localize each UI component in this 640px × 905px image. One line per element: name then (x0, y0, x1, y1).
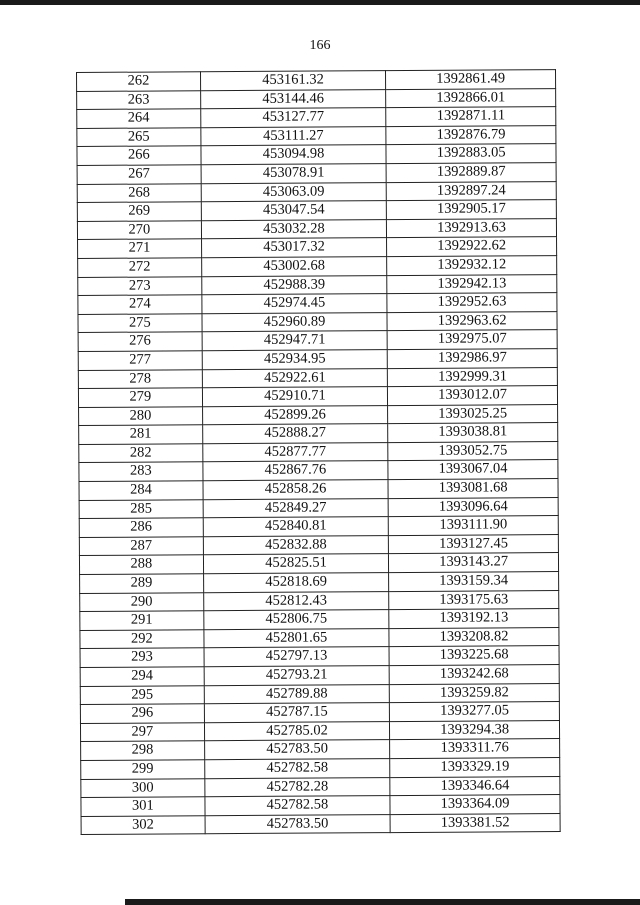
table-row (80, 702, 559, 724)
x-coordinate-cell: 452818.69 (203, 573, 389, 593)
point-number-cell: 291 (80, 611, 204, 630)
table-row (79, 479, 558, 501)
table-row (79, 460, 558, 482)
x-coordinate-cell: 452988.39 (202, 275, 388, 295)
point-number-cell: 293 (80, 648, 204, 667)
point-number-cell: 276 (78, 332, 202, 351)
table-row (81, 739, 560, 761)
y-coordinate-cell: 1393143.27 (389, 553, 559, 573)
y-coordinate-cell: 1393381.52 (390, 813, 560, 833)
table-row (80, 590, 559, 612)
table-row (80, 572, 559, 594)
y-coordinate-cell: 1392963.62 (387, 311, 557, 331)
x-coordinate-cell: 452947.71 (202, 331, 388, 351)
point-number-cell: 290 (80, 592, 204, 611)
point-number-cell: 294 (80, 667, 204, 686)
table-row (77, 163, 556, 185)
point-number-cell: 275 (78, 313, 202, 332)
point-number-cell: 272 (78, 258, 202, 277)
point-number-cell: 265 (77, 128, 201, 147)
y-coordinate-cell: 1393259.82 (389, 683, 559, 703)
y-coordinate-cell: 1393127.45 (389, 534, 559, 554)
y-coordinate-cell: 1392952.63 (387, 293, 557, 313)
x-coordinate-cell: 452787.15 (204, 703, 390, 723)
y-coordinate-cell: 1392986.97 (387, 348, 557, 368)
table-row (79, 553, 558, 575)
point-number-cell: 302 (81, 815, 205, 834)
x-coordinate-cell: 453094.98 (201, 145, 387, 165)
y-coordinate-cell: 1393225.68 (389, 646, 559, 666)
x-coordinate-cell: 452782.28 (205, 777, 391, 797)
y-coordinate-cell: 1392861.49 (386, 70, 556, 90)
table-row (77, 107, 556, 129)
x-coordinate-cell: 452793.21 (204, 666, 390, 686)
point-number-cell: 281 (79, 425, 203, 444)
x-coordinate-cell: 453002.68 (201, 257, 387, 277)
table-row (80, 683, 559, 705)
y-coordinate-cell: 1392883.05 (386, 144, 556, 164)
x-coordinate-cell: 452812.43 (203, 591, 389, 611)
table-row (77, 144, 556, 166)
x-coordinate-cell: 452960.89 (202, 312, 388, 332)
x-coordinate-cell: 453161.32 (200, 71, 386, 91)
x-coordinate-cell: 452910.71 (202, 387, 388, 407)
y-coordinate-cell: 1393096.64 (388, 497, 558, 517)
y-coordinate-cell: 1393081.68 (388, 479, 558, 499)
x-coordinate-cell: 452785.02 (204, 721, 390, 741)
point-number-cell: 298 (81, 741, 205, 760)
table-row (77, 200, 556, 222)
point-number-cell: 300 (81, 778, 205, 797)
table-row (79, 516, 558, 538)
point-number-cell: 280 (79, 406, 203, 425)
table-row (78, 386, 557, 408)
table-row (79, 423, 558, 445)
y-coordinate-cell: 1392999.31 (388, 367, 558, 387)
y-coordinate-cell: 1392913.63 (387, 218, 557, 238)
point-number-cell: 288 (79, 555, 203, 574)
y-coordinate-cell: 1392905.17 (387, 200, 557, 220)
point-number-cell: 269 (77, 202, 201, 221)
table-row (78, 256, 557, 278)
table-row (81, 758, 560, 780)
table-row (80, 609, 559, 631)
y-coordinate-cell: 1392975.07 (387, 330, 557, 350)
x-coordinate-cell: 452806.75 (204, 610, 390, 630)
table-row (78, 237, 557, 259)
x-coordinate-cell: 453063.09 (201, 182, 387, 202)
table-row (79, 404, 558, 426)
table-row (79, 497, 558, 519)
table-row (81, 813, 560, 835)
table-row (78, 348, 557, 370)
point-number-cell: 287 (79, 537, 203, 556)
y-coordinate-cell: 1393294.38 (390, 720, 560, 740)
x-coordinate-cell: 453047.54 (201, 201, 387, 221)
point-number-cell: 289 (80, 574, 204, 593)
y-coordinate-cell: 1393159.34 (389, 572, 559, 592)
table-row (77, 70, 556, 92)
y-coordinate-cell: 1393242.68 (389, 665, 559, 685)
table-row (80, 646, 559, 668)
table-row (78, 274, 557, 296)
x-coordinate-cell: 453144.46 (200, 89, 386, 109)
x-coordinate-cell: 452858.26 (203, 480, 389, 500)
x-coordinate-cell: 452783.50 (205, 814, 391, 834)
point-number-cell: 299 (81, 760, 205, 779)
x-coordinate-cell: 452782.58 (205, 796, 391, 816)
y-coordinate-cell: 1393012.07 (388, 386, 558, 406)
x-coordinate-cell: 453078.91 (201, 164, 387, 184)
y-coordinate-cell: 1393364.09 (390, 795, 560, 815)
x-coordinate-cell: 452888.27 (202, 424, 388, 444)
point-number-cell: 264 (77, 109, 201, 128)
x-coordinate-cell: 452899.26 (202, 405, 388, 425)
point-number-cell: 268 (77, 183, 201, 202)
table-row (78, 330, 557, 352)
table-row (80, 720, 559, 742)
scan-edge-bottom (125, 899, 640, 905)
y-coordinate-cell: 1393311.76 (390, 739, 560, 759)
point-number-cell: 297 (80, 723, 204, 742)
y-coordinate-cell: 1393038.81 (388, 423, 558, 443)
y-coordinate-cell: 1393277.05 (390, 702, 560, 722)
point-number-cell: 271 (78, 239, 202, 258)
table-row (78, 367, 557, 389)
x-coordinate-cell: 452782.58 (204, 759, 390, 779)
x-coordinate-cell: 453127.77 (200, 108, 386, 128)
y-coordinate-cell: 1392889.87 (386, 163, 556, 183)
x-coordinate-cell: 452974.45 (202, 294, 388, 314)
x-coordinate-cell: 452934.95 (202, 350, 388, 370)
y-coordinate-cell: 1392876.79 (386, 125, 556, 145)
x-coordinate-cell: 452832.88 (203, 535, 389, 555)
x-coordinate-cell: 452825.51 (203, 554, 389, 574)
y-coordinate-cell: 1392942.13 (387, 274, 557, 294)
x-coordinate-cell: 453111.27 (201, 126, 387, 146)
y-coordinate-cell: 1392871.11 (386, 107, 556, 127)
table-row (77, 181, 556, 203)
x-coordinate-cell: 452877.77 (203, 442, 389, 462)
point-number-cell: 295 (80, 685, 204, 704)
point-number-cell: 292 (80, 630, 204, 649)
x-coordinate-cell: 452797.13 (204, 647, 390, 667)
y-coordinate-cell: 1392932.12 (387, 256, 557, 276)
y-coordinate-cell: 1393346.64 (390, 776, 560, 796)
y-coordinate-cell: 1393052.75 (388, 441, 558, 461)
y-coordinate-cell: 1393067.04 (388, 460, 558, 480)
x-coordinate-cell: 452789.88 (204, 684, 390, 704)
page-number: 166 (309, 38, 331, 53)
table-row (77, 88, 556, 110)
y-coordinate-cell: 1392922.62 (387, 237, 557, 257)
table-row (81, 776, 560, 798)
table-row (80, 665, 559, 687)
table-row (77, 218, 556, 240)
table-row (80, 627, 559, 649)
y-coordinate-cell: 1392866.01 (386, 88, 556, 108)
y-coordinate-cell: 1393192.13 (389, 609, 559, 629)
point-number-cell: 267 (77, 165, 201, 184)
coordinate-table-body (77, 70, 561, 835)
scan-edge-top (0, 0, 640, 5)
x-coordinate-cell: 452849.27 (203, 498, 389, 518)
x-coordinate-cell: 452867.76 (203, 461, 389, 481)
x-coordinate-cell: 452840.81 (203, 517, 389, 537)
point-number-cell: 274 (78, 295, 202, 314)
y-coordinate-cell: 1393329.19 (390, 758, 560, 778)
table-row (77, 125, 556, 147)
point-number-cell: 263 (77, 90, 201, 109)
y-coordinate-cell: 1393025.25 (388, 404, 558, 424)
point-number-cell: 262 (77, 72, 201, 91)
table-row (81, 795, 560, 817)
table-row (78, 311, 557, 333)
x-coordinate-cell: 452801.65 (204, 628, 390, 648)
x-coordinate-cell: 453017.32 (201, 238, 387, 258)
point-number-cell: 284 (79, 481, 203, 500)
y-coordinate-cell: 1393208.82 (389, 627, 559, 647)
x-coordinate-cell: 452783.50 (204, 740, 390, 760)
coordinate-table (76, 69, 561, 835)
table-row (78, 293, 557, 315)
table-row (79, 441, 558, 463)
point-number-cell: 286 (79, 518, 203, 537)
point-number-cell: 278 (78, 369, 202, 388)
y-coordinate-cell: 1392897.24 (386, 181, 556, 201)
table-row (79, 534, 558, 556)
point-number-cell: 270 (77, 220, 201, 239)
y-coordinate-cell: 1393175.63 (389, 590, 559, 610)
point-number-cell: 285 (79, 499, 203, 518)
point-number-cell: 282 (79, 444, 203, 463)
x-coordinate-cell: 453032.28 (201, 219, 387, 239)
point-number-cell: 279 (78, 388, 202, 407)
x-coordinate-cell: 452922.61 (202, 368, 388, 388)
y-coordinate-cell: 1393111.90 (388, 516, 558, 536)
point-number-cell: 266 (77, 146, 201, 165)
point-number-cell: 273 (78, 276, 202, 295)
point-number-cell: 277 (78, 351, 202, 370)
point-number-cell: 296 (80, 704, 204, 723)
point-number-cell: 301 (81, 797, 205, 816)
point-number-cell: 283 (79, 462, 203, 481)
